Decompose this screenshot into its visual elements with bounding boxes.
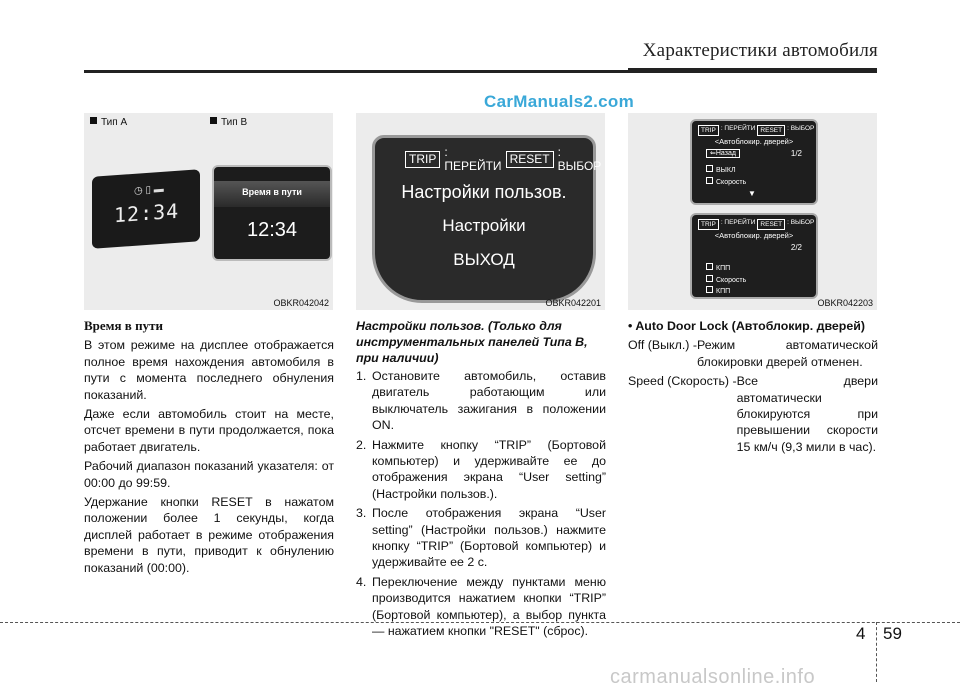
screen-title: <Автоблокир. дверей> [714, 231, 794, 240]
page-number: 59 [883, 624, 902, 643]
display-type-b [212, 165, 332, 261]
display-type-a [92, 169, 200, 249]
watermark-top[interactable]: CarManuals2.com [484, 92, 634, 111]
footer-divider [876, 622, 877, 682]
checkbox-icon [706, 177, 713, 184]
paragraph: Удержание кнопки RESET в нажатом положении более 1 секунды, когда дисплей работает в режиме отображения времени в пути, приводит к обнулению показаний (00:00). [84, 495, 334, 575]
button-hint-bar: TRIP : ПЕРЕЙТИ RESET : ВЫБОР [405, 150, 601, 168]
type-b-label: Тип В [210, 117, 247, 128]
paragraph: Даже если автомобиль стоит на месте, отсчет времени в пути продолжается, пока работает двигатель. [84, 407, 334, 454]
arrow-down-icon: ▼ [748, 189, 756, 198]
page-indicator: 2/2 [790, 243, 802, 252]
watermark-bottom[interactable]: carmanualsonline.info [610, 666, 816, 688]
display-b-time: 12:34 [246, 219, 298, 241]
header-title: Характеристики автомобиля [642, 40, 878, 61]
option-off: ВЫКЛ [706, 165, 736, 174]
figure-code: OBKR042203 [817, 298, 873, 308]
type-a-label: Тип А [90, 117, 127, 128]
option-gear-2: КПП [706, 286, 730, 295]
figure-code: OBKR042201 [545, 298, 601, 308]
definition-speed: Speed (Скорость) - Все двери автоматически блокируются при превышении скорости 15 км/ч (9,3 мили в час). [628, 374, 878, 454]
display-a-time: 12:34 [114, 198, 180, 228]
section-heading: Время в пути [84, 318, 163, 333]
header-rule-accent [628, 68, 877, 73]
definition-off: Off (Выкл.) - Режим автоматической блокировки дверей отменен. [628, 338, 878, 369]
paragraph: В этом режиме на дисплее отображается полное время нахождения автомобиля в пути с момента последнего обнуления показаний. [84, 338, 334, 402]
figure-trip-time [84, 113, 333, 310]
figure-auto-door-lock [628, 113, 877, 310]
section-heading: Настройки пользов. (Только для инструментальных панелей Типа В, при наличии) [356, 319, 588, 365]
button-hint-bar: TRIP : ПЕРЕЙТИ RESET : ВЫБОР [698, 125, 814, 136]
column-user-settings [356, 318, 606, 643]
reset-key-label: RESET [506, 151, 554, 168]
option-speed: Скорость [706, 177, 746, 186]
list-item: 2. Нажмите кнопку “TRIP” (Бортовой компьютер) и удерживайте ее до отображения экрана “User setting” (Настройки пользов.). [356, 437, 606, 501]
checkbox-icon [706, 286, 713, 293]
button-hint-bar: TRIP : ПЕРЕЙТИ RESET : ВЫБОР [698, 219, 814, 230]
menu-item-exit: ВЫХОД [453, 250, 515, 269]
option-speed: Скорость [706, 275, 746, 284]
back-option [706, 149, 740, 157]
screen-page-1 [690, 119, 818, 205]
paragraph: Рабочий диапазон показаний указателя: от 00:00 до 99:59. [84, 459, 334, 490]
section-number: 4 [856, 624, 866, 643]
list-item: 3. После отображения экрана “User setting” (Настройки пользов.) нажмите кнопку “TRIP” (Бортовой компьютер) и удерживайте ее 2 с. [356, 506, 606, 570]
trip-key-label: TRIP [405, 151, 440, 168]
display-b-title: Время в пути [242, 187, 302, 197]
column-trip-time [84, 318, 334, 579]
figure-user-settings [356, 113, 605, 310]
footer-rule [0, 622, 960, 623]
checkbox-icon [706, 263, 713, 270]
list-item: 1. Остановите автомобиль, оставив двигатель работающим или выключатель зажигания в положении ON. [356, 369, 606, 433]
figure-code: OBKR042042 [273, 298, 329, 308]
checkbox-icon [706, 165, 713, 172]
clock-car-icon: ◷ ▯ ▬ [134, 183, 164, 197]
page-indicator: 1/2 [790, 149, 802, 158]
back-icon: ⇐Назад [706, 149, 740, 158]
menu-title: Настройки пользов. [401, 182, 567, 202]
option-gear: КПП [706, 263, 730, 272]
steps-list [356, 368, 606, 640]
column-auto-door-lock [628, 318, 878, 458]
menu-item-settings: Настройки [442, 216, 526, 235]
checkbox-icon [706, 275, 713, 282]
section-heading: • Auto Door Lock (Автоблокир. дверей) [628, 319, 865, 333]
screen-page-2 [690, 213, 818, 299]
list-item: 4. Переключение между пунктами меню производится нажатием кнопки “TRIP” (Бортовой компьютер), а выбор пункта — нажатием кнопки "RESET" (сброс). [356, 574, 606, 639]
screen-title: <Автоблокир. дверей> [714, 137, 794, 146]
